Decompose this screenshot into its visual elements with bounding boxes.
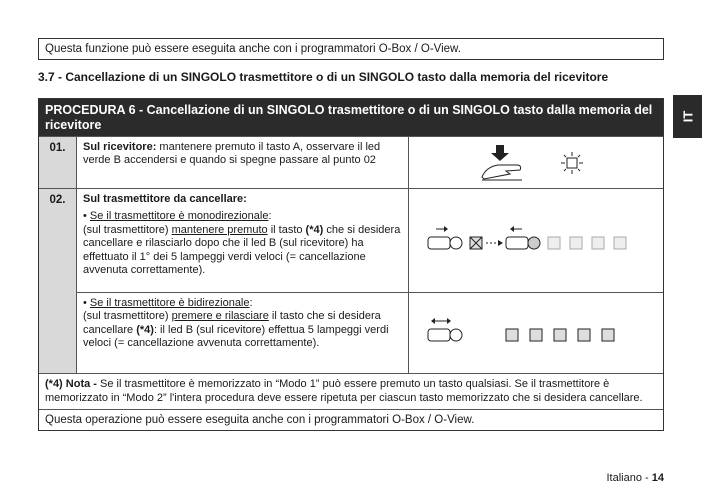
mono-text-1: (sul trasmettitore) [83,223,172,236]
page-number: 14 [651,472,664,484]
led-icon [561,152,583,174]
step-text [76,189,408,292]
mono-illustration [408,189,663,292]
footnote-lead: (*4) Nota - [45,378,97,390]
step-illustration [408,137,663,188]
hand-press-icon [476,143,596,183]
step-text [76,293,408,373]
footer-language: Italiano - [606,472,652,484]
mono-text-3: che si desidera cancellare e rilasciarlo dopo che il led B (sul ricevitore) ha effettuato il 1° dei 5 lampeggi verdi veloci (= cancellazione avvenuta correttamente). [83,223,401,277]
bi-illustration [408,293,663,373]
closing-note: Questa operazione può essere eseguita anche con i programmatori O-Box / O-View. [39,409,663,430]
page-footer [607,472,665,484]
top-note: Questa funzione può essere eseguita anche con i programmatori O-Box / O-View. [38,38,664,60]
transmitter-icon [426,225,646,257]
mono-ref: (*4) [305,223,324,236]
bi-desc: • Se il trasmettitore è bidirezionale: (sul trasmettitore) premere e rilasciare il tasto che si desidera cancellare (*4): il led B (sul ricevitore) effettua 5 lampeggi verdi veloci (= cancellazione avvenuta correttamente). [83,297,389,350]
led-icon [548,237,626,249]
bi-title: Se il trasmettitore è bidirezionale [89,297,250,309]
step-lead: Sul ricevitore: [83,141,157,153]
step-number: 01. [39,137,76,188]
step-number: 02. [39,189,76,373]
step-body: mantenere premuto il tasto A, osservare il led verde B accendersi e quando si spegne passare al punto 02 [83,141,381,167]
bi-text-3: : il led B (sul ricevitore) effettua 5 lampeggi verdi veloci (= cancellazione avvenuta correttamente). [83,323,389,350]
bi-text-2: il tasto che si desidera cancellare [83,310,381,336]
section-heading: 3.7 - Cancellazione di un SINGOLO trasmettitore o di un SINGOLO tasto dalla memoria del ricevitore [38,70,609,84]
bi-ref: (*4) [136,323,154,336]
mono-underline: mantenere premuto [171,223,268,236]
step-lead: Sul trasmettitore da cancellare: [83,193,247,205]
bi-sub [76,292,663,373]
bi-underline: premere e rilasciare [171,310,269,323]
footnote [39,373,663,409]
step-row-02 [39,188,663,373]
language-tab [673,95,702,138]
step-row-01 [39,136,663,188]
step-text [76,137,408,188]
mono-text-2: il tasto [267,223,306,236]
transmitter-icon [426,317,646,349]
mono-desc: • Se il trasmettitore è monodirezionale: (sul trasmettitore) mantenere premuto il tasto (*4) che si desidera cancellare e rilasciarlo dopo che il led B (sul ricevitore) ha effettuato il 1° dei 5 lampeggi verdi veloci (= cancellazione avvenuta correttamente). [83,210,401,277]
mono-title: Se il trasmettitore è monodirezionale [89,210,269,223]
arrow-icon [486,240,503,246]
footnote-text: Se il trasmettitore è memorizzato in “Modo 1” può essere premuto un tasto qualsiasi. Se il trasmettitore è memorizzato in “Modo 2” l'intera procedura deve essere ripetuta per ciascun tasto memorizzato che si desidera cancellare. [45,378,643,404]
led-icon [506,329,614,341]
procedure-title: PROCEDURA 6 - Cancellazione di un SINGOLO trasmettitore o di un SINGOLO tasto dalla memoria del ricevitore [39,99,663,136]
language-tab-label: IT [680,110,695,123]
procedure-table [38,98,664,431]
bi-text-1: (sul trasmettitore) [83,310,172,323]
led-icon [470,237,482,249]
step-02-content [76,189,663,373]
mono-sub [76,189,663,292]
